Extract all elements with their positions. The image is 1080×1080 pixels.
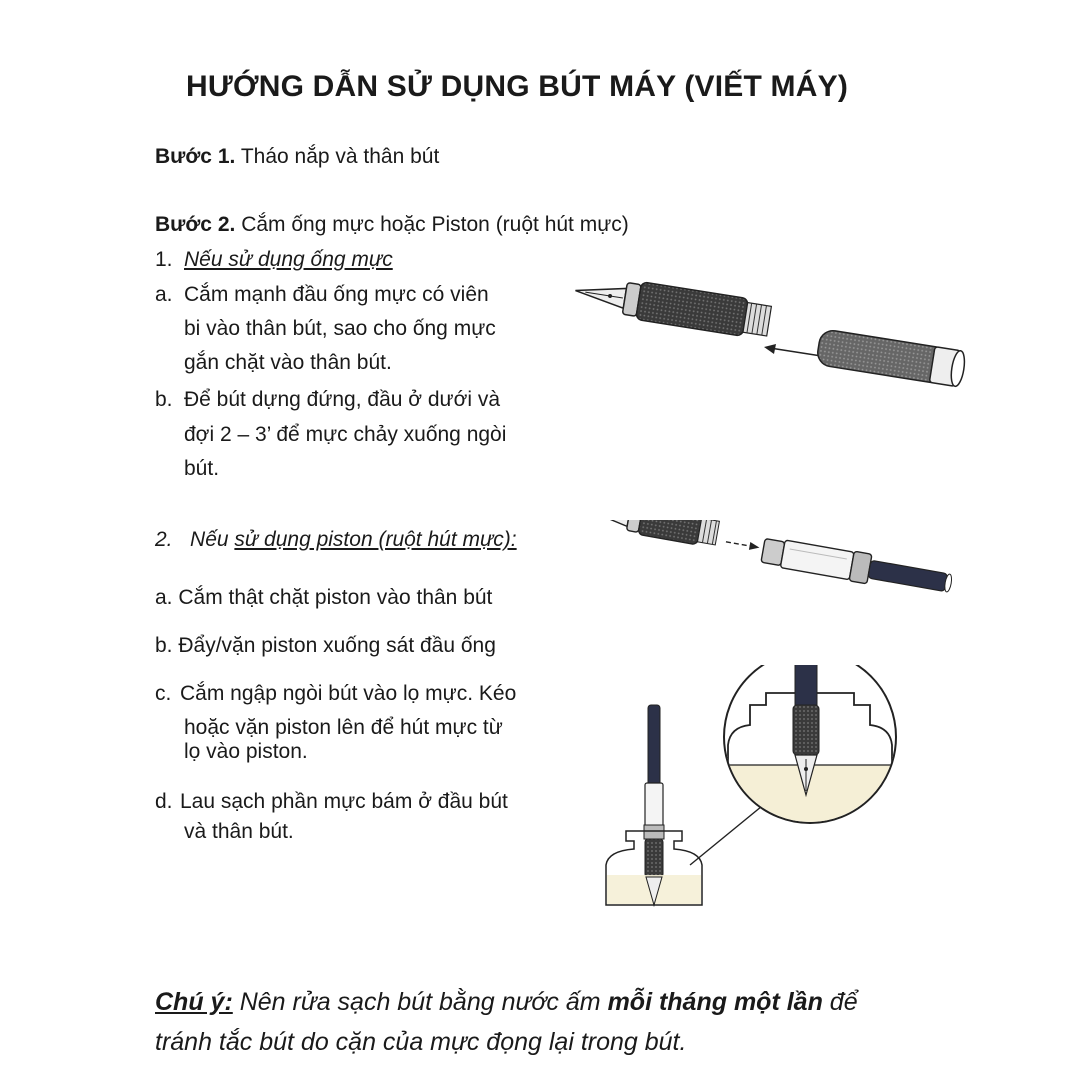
note-label: Chú ý:	[155, 988, 233, 1016]
note-line-1	[155, 982, 858, 1022]
section-1-number: 1.	[155, 248, 173, 271]
section-2-item-b-marker: b.	[155, 634, 173, 657]
section-2-item-a	[155, 581, 492, 615]
step-1	[155, 140, 439, 174]
step-1-text: Tháo nắp và thân bút	[240, 145, 440, 168]
step-2	[155, 208, 629, 242]
section-2-number: 2.	[155, 528, 173, 551]
page-title: HƯỚNG DẪN SỬ DỤNG BÚT MÁY (VIẾT MÁY)	[186, 70, 849, 103]
cartridge-insert-illustration	[560, 280, 980, 420]
section-2-item-d-marker: d.	[155, 790, 173, 813]
section-2-item-d-line-1: Lau sạch phần mực bám ở đầu bút	[180, 790, 508, 813]
section-2-item-c-line-3: lọ vào piston.	[184, 740, 308, 763]
section-1-heading: Nếu sử dụng ống mực	[184, 248, 393, 271]
note-line-2: tránh tắc bút do cặn của mực đọng lại trong bút.	[155, 1028, 687, 1056]
section-1-item-a-line-3: gắn chặt vào thân bút.	[184, 351, 392, 374]
section-2-item-c-line-2: hoặc vặn piston lên để hút mực từ	[184, 716, 503, 739]
note-bold-text: mỗi tháng một lần	[607, 988, 823, 1016]
section-1-item-b-line-1: Để bút dựng đứng, đầu ở dưới và	[184, 388, 501, 411]
section-2-item-c-line-1: Cắm ngập ngòi bút vào lọ mực. Kéo	[180, 682, 517, 705]
note-text-before: Nên rửa sạch bút bằng nước ấm	[232, 988, 608, 1016]
step-2-text: Cắm ống mực hoặc Piston (ruột hút mực)	[241, 213, 629, 236]
section-1-item-b-marker: b.	[155, 388, 173, 411]
section-2-heading-plain: Nếu	[190, 528, 235, 551]
section-2-item-b	[155, 629, 496, 663]
section-2-heading-underlined: sử dụng piston (ruột hút mực):	[234, 528, 517, 551]
section-2-item-b-line-1: Đẩy/vặn piston xuống sát đầu ống	[178, 634, 496, 657]
section-1-item-b-line-3: bút.	[184, 457, 220, 480]
note-text-after: để	[822, 988, 858, 1016]
step-1-label: Bước 1.	[155, 145, 236, 168]
step-2-label: Bước 2.	[155, 213, 236, 236]
piston-insert-illustration	[570, 520, 970, 650]
section-1-item-a-line-2: bi vào thân bút, sao cho ống mực	[184, 317, 496, 340]
section-2-item-a-line-1: Cắm thật chặt piston vào thân bút	[178, 586, 493, 609]
section-2-item-a-marker: a.	[155, 586, 173, 609]
section-2-item-d-line-2: và thân bút.	[184, 820, 294, 843]
section-1-item-a-line-1: Cắm mạnh đầu ống mực có viên	[184, 283, 489, 306]
section-1-item-b-line-2: đợi 2 – 3’ để mực chảy xuống ngòi	[184, 423, 507, 446]
ink-bottle-illustration	[590, 665, 980, 920]
section-1-item-a-marker: a.	[155, 283, 173, 306]
section-2-item-c-marker: c.	[155, 682, 172, 705]
section-2-heading	[155, 523, 517, 557]
